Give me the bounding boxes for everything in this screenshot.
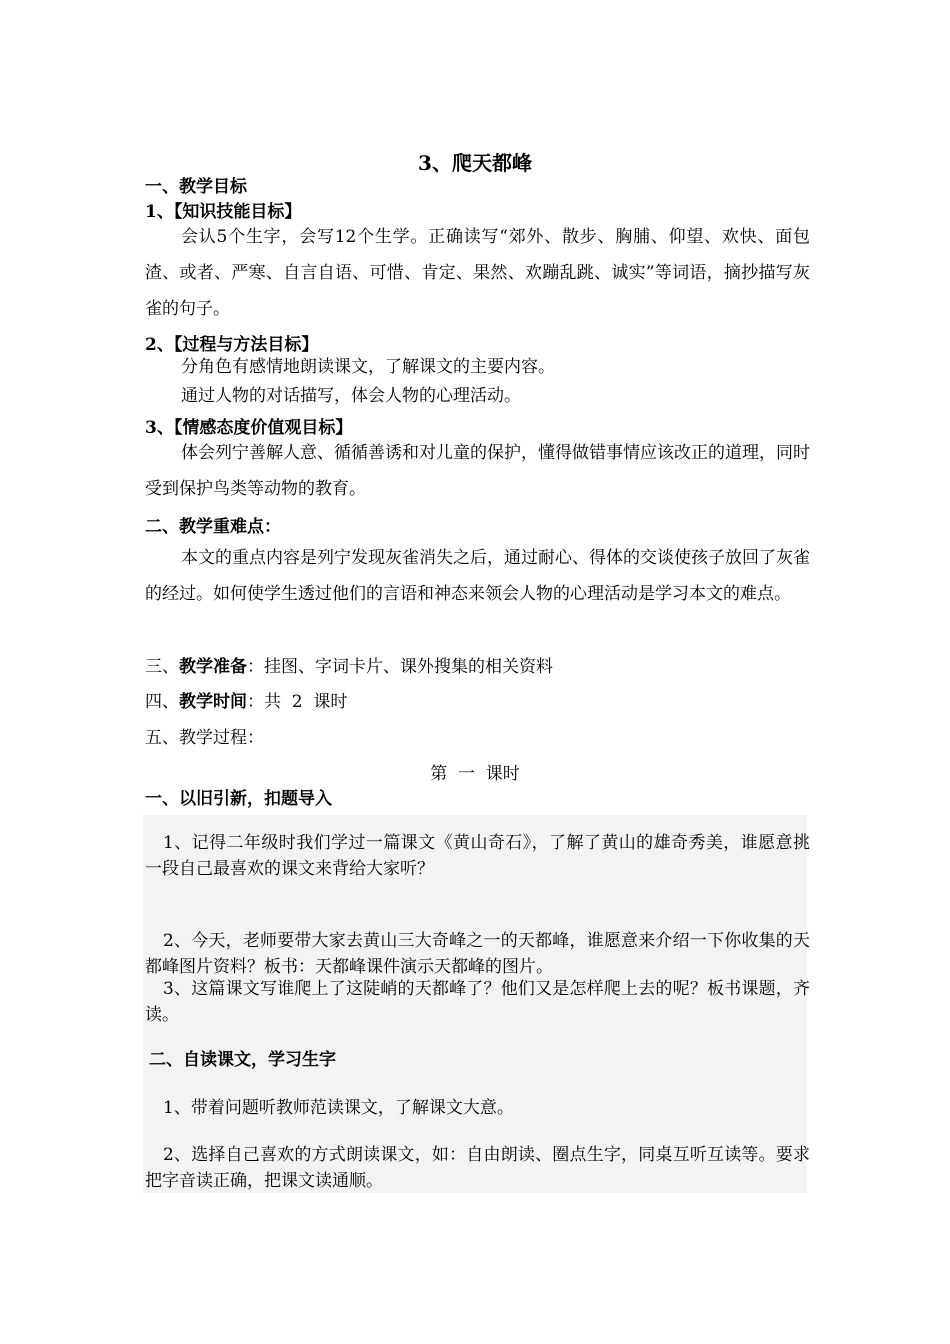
part2-item2: 2、选择自己喜欢的方式朗读课文，如：自由朗读、圈点生字，同桌互听互读等。要求把字音读正确，把课文读通顺。 <box>145 1145 810 1191</box>
key-points-text: 本文的重点内容是列宁发现灰雀消失之后，通过耐心、得体的交谈使孩子放回了灰雀的经过。如何使学生透过他们的言语和神态来领会人物的心理活动是学习本文的难点。 <box>145 548 810 604</box>
part2-item1: 1、带着问题听教师范读课文，了解课文大意。 <box>163 1098 514 1118</box>
time-bold: 教学时间 <box>179 692 247 712</box>
lesson-heading: 第 一 课时 <box>430 764 520 784</box>
process-heading: 五、教学过程： <box>145 728 264 748</box>
prep-line <box>145 656 810 678</box>
part1-item3: 3、这篇课文写谁爬上了这陡峭的天都峰了？他们又是怎样爬上去的呢？板书课题，齐读。 <box>145 979 810 1025</box>
goal3-heading: 3、【情感态度价值观目标】 <box>145 418 353 438</box>
goal3-text: 体会列宁善解人意、循循善诱和对儿童的保护，懂得做错事情应该改正的道理，同时受到保护鸟类等动物的教育。 <box>145 443 810 499</box>
goal2-line2: 通过人物的对话描写，体会人物的心理活动。 <box>181 386 521 406</box>
time-line <box>145 691 810 713</box>
key-points-heading: 二、教学重难点： <box>145 517 281 537</box>
goal2-line1: 分角色有感情地朗读课文，了解课文的主要内容。 <box>181 357 555 377</box>
prep-rest: ：挂图、字词卡片、课外搜集的相关资料 <box>247 657 553 677</box>
document-title: 3、爬天都峰 <box>418 151 532 175</box>
section-heading-goals: 一、教学目标 <box>145 177 247 197</box>
part1-heading: 一、以旧引新，扣题导入 <box>145 789 332 809</box>
part2-heading: 二、自读课文，学习生字 <box>149 1050 336 1070</box>
prep-label: 三、 <box>145 657 179 677</box>
time-label: 四、 <box>145 692 179 712</box>
goal2-heading: 2、【过程与方法目标】 <box>145 335 319 355</box>
time-rest: ：共 2 课时 <box>247 692 348 712</box>
part1-item2: 2、今天，老师要带大家去黄山三大奇峰之一的天都峰，谁愿意来介绍一下你收集的天都峰图片资料？板书：天都峰课件演示天都峰的图片。 <box>145 931 810 977</box>
prep-bold: 教学准备 <box>179 657 247 677</box>
goal1-text: 会认5个生字，会写12个生学。正确读写“郊外、散步、胸脯、仰望、欢快、面包渣、或者、严寒、自言自语、可惜、肯定、果然、欢蹦乱跳、诚实”等词语，摘抄描写灰雀的句子。 <box>145 227 810 319</box>
part1-item1: 1、记得二年级时我们学过一篇课文《黄山奇石》，了解了黄山的雄奇秀美，谁愿意挑一段自己最喜欢的课文来背给大家听？ <box>145 833 810 879</box>
goal1-heading: 1、【知识技能目标】 <box>145 202 302 222</box>
